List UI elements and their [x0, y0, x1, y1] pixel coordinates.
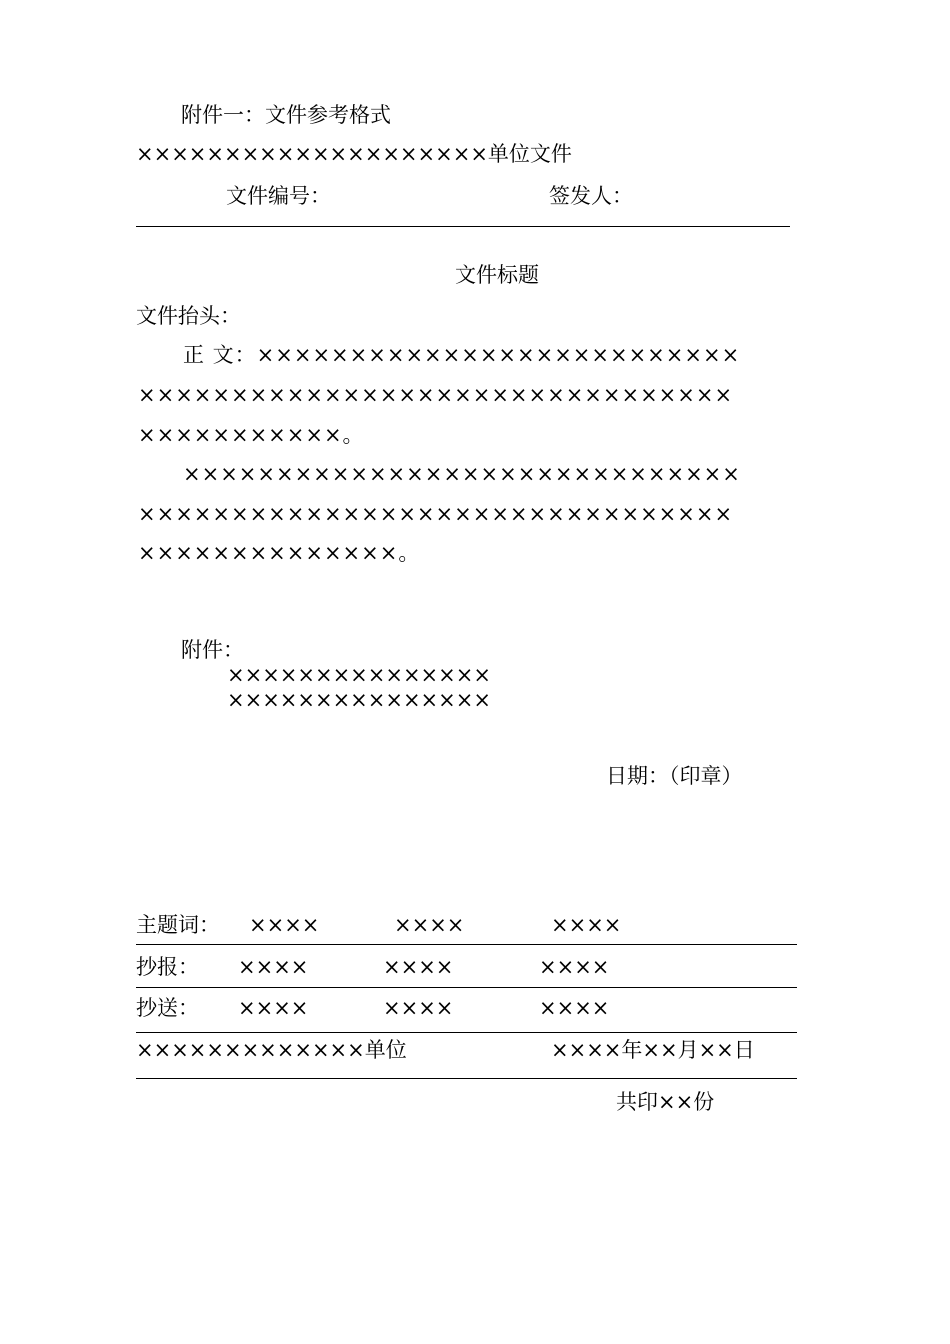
keyword-value: ×××× — [249, 913, 320, 937]
issuing-unit: ×××××××××××××单位 — [136, 1038, 407, 1062]
copy-to-value: ×××× — [383, 996, 454, 1020]
document-number-label: 文件编号： — [226, 184, 331, 208]
issuing-unit-line: ××××××××××××××××××××单位文件 — [136, 142, 572, 166]
body-paragraph-1-line-2: ×××××××××××××××××××××××××××××××× — [138, 383, 734, 407]
body-paragraph-1-line-1: 正 文：×××××××××××××××××××××××××× — [183, 343, 741, 367]
footer-divider — [136, 1078, 797, 1079]
footer-divider — [136, 987, 797, 988]
print-copies: 共印××份 — [616, 1090, 715, 1114]
body-paragraph-2-line-3: ××××××××××××××。 — [138, 541, 421, 565]
body-paragraph-1-line-3: ×××××××××××。 — [138, 423, 365, 447]
footer-divider — [136, 944, 797, 945]
keyword-value: ×××× — [394, 913, 465, 937]
body-paragraph-2-line-1: ×××××××××××××××××××××××××××××× — [183, 462, 741, 486]
copy-to-label: 抄送： — [136, 996, 199, 1020]
issue-date: ××××年××月××日 — [551, 1038, 755, 1062]
attachment-heading: 附件一：文件参考格式 — [181, 103, 391, 127]
salutation: 文件抬头： — [136, 304, 241, 328]
attachments-label: 附件： — [181, 638, 244, 662]
attachment-item: ××××××××××××××× — [227, 663, 491, 687]
footer-divider — [136, 1032, 797, 1033]
body-paragraph-2-line-2: ×××××××××××××××××××××××××××××××× — [138, 502, 734, 526]
copy-to-value: ×××× — [539, 996, 610, 1020]
keyword-value: ×××× — [551, 913, 622, 937]
report-to-value: ×××× — [383, 955, 454, 979]
header-divider — [136, 226, 790, 227]
issuer-label: 签发人： — [549, 184, 633, 208]
report-to-value: ×××× — [238, 955, 309, 979]
keywords-label: 主题词： — [136, 913, 220, 937]
report-to-value: ×××× — [539, 955, 610, 979]
date-seal: 日期：（印章） — [606, 764, 743, 788]
copy-to-value: ×××× — [238, 996, 309, 1020]
document-title: 文件标题 — [455, 263, 539, 287]
report-to-label: 抄报： — [136, 955, 199, 979]
attachment-item: ××××××××××××××× — [227, 688, 491, 712]
